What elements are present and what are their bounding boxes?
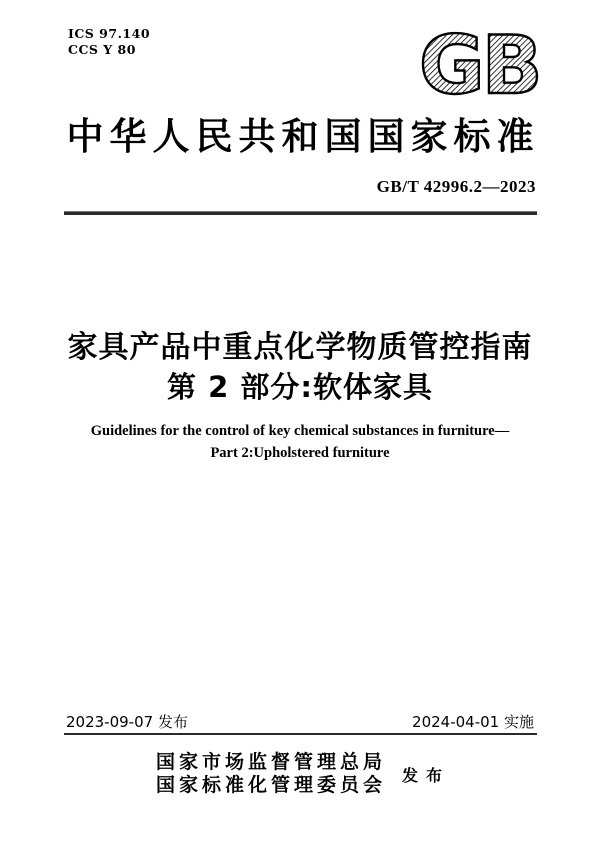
title-english-line1: Guidelines for the control of key chemical substances in furniture— [90,423,510,439]
implementation-date: 2024-04-01 实施 [412,713,534,731]
standard-number: GB/T 42996.2—2023 [376,177,536,196]
title-chinese-line1: 家具产品中重点化学物质管控指南 [67,330,533,365]
issuer-line1: 国家市场监督管理总局 [155,752,386,773]
classification-codes [68,26,150,58]
title-english-line2: Part 2:Upholstered furniture [210,445,390,461]
title-chinese-line2: 第 2 部分:软体家具 [167,370,433,404]
issuer-block [0,751,600,797]
gb-logo-text: GB [419,30,540,100]
ccs-code: CCS Y 80 [68,42,136,57]
header-divider-line [64,211,537,215]
gb-logo-icon [417,30,549,100]
publish-label: 发 布 [402,767,445,785]
dates-row [66,711,534,732]
footer-divider-line [64,733,537,735]
issuer-line2: 国家标准化管理委员会 [155,775,386,796]
ics-code: ICS 97.140 [68,26,151,41]
issuer-names [156,751,386,797]
national-standard-heading: 中华人民共和国国家标准 [66,117,540,158]
issue-date: 2023-09-07 发布 [66,713,188,731]
